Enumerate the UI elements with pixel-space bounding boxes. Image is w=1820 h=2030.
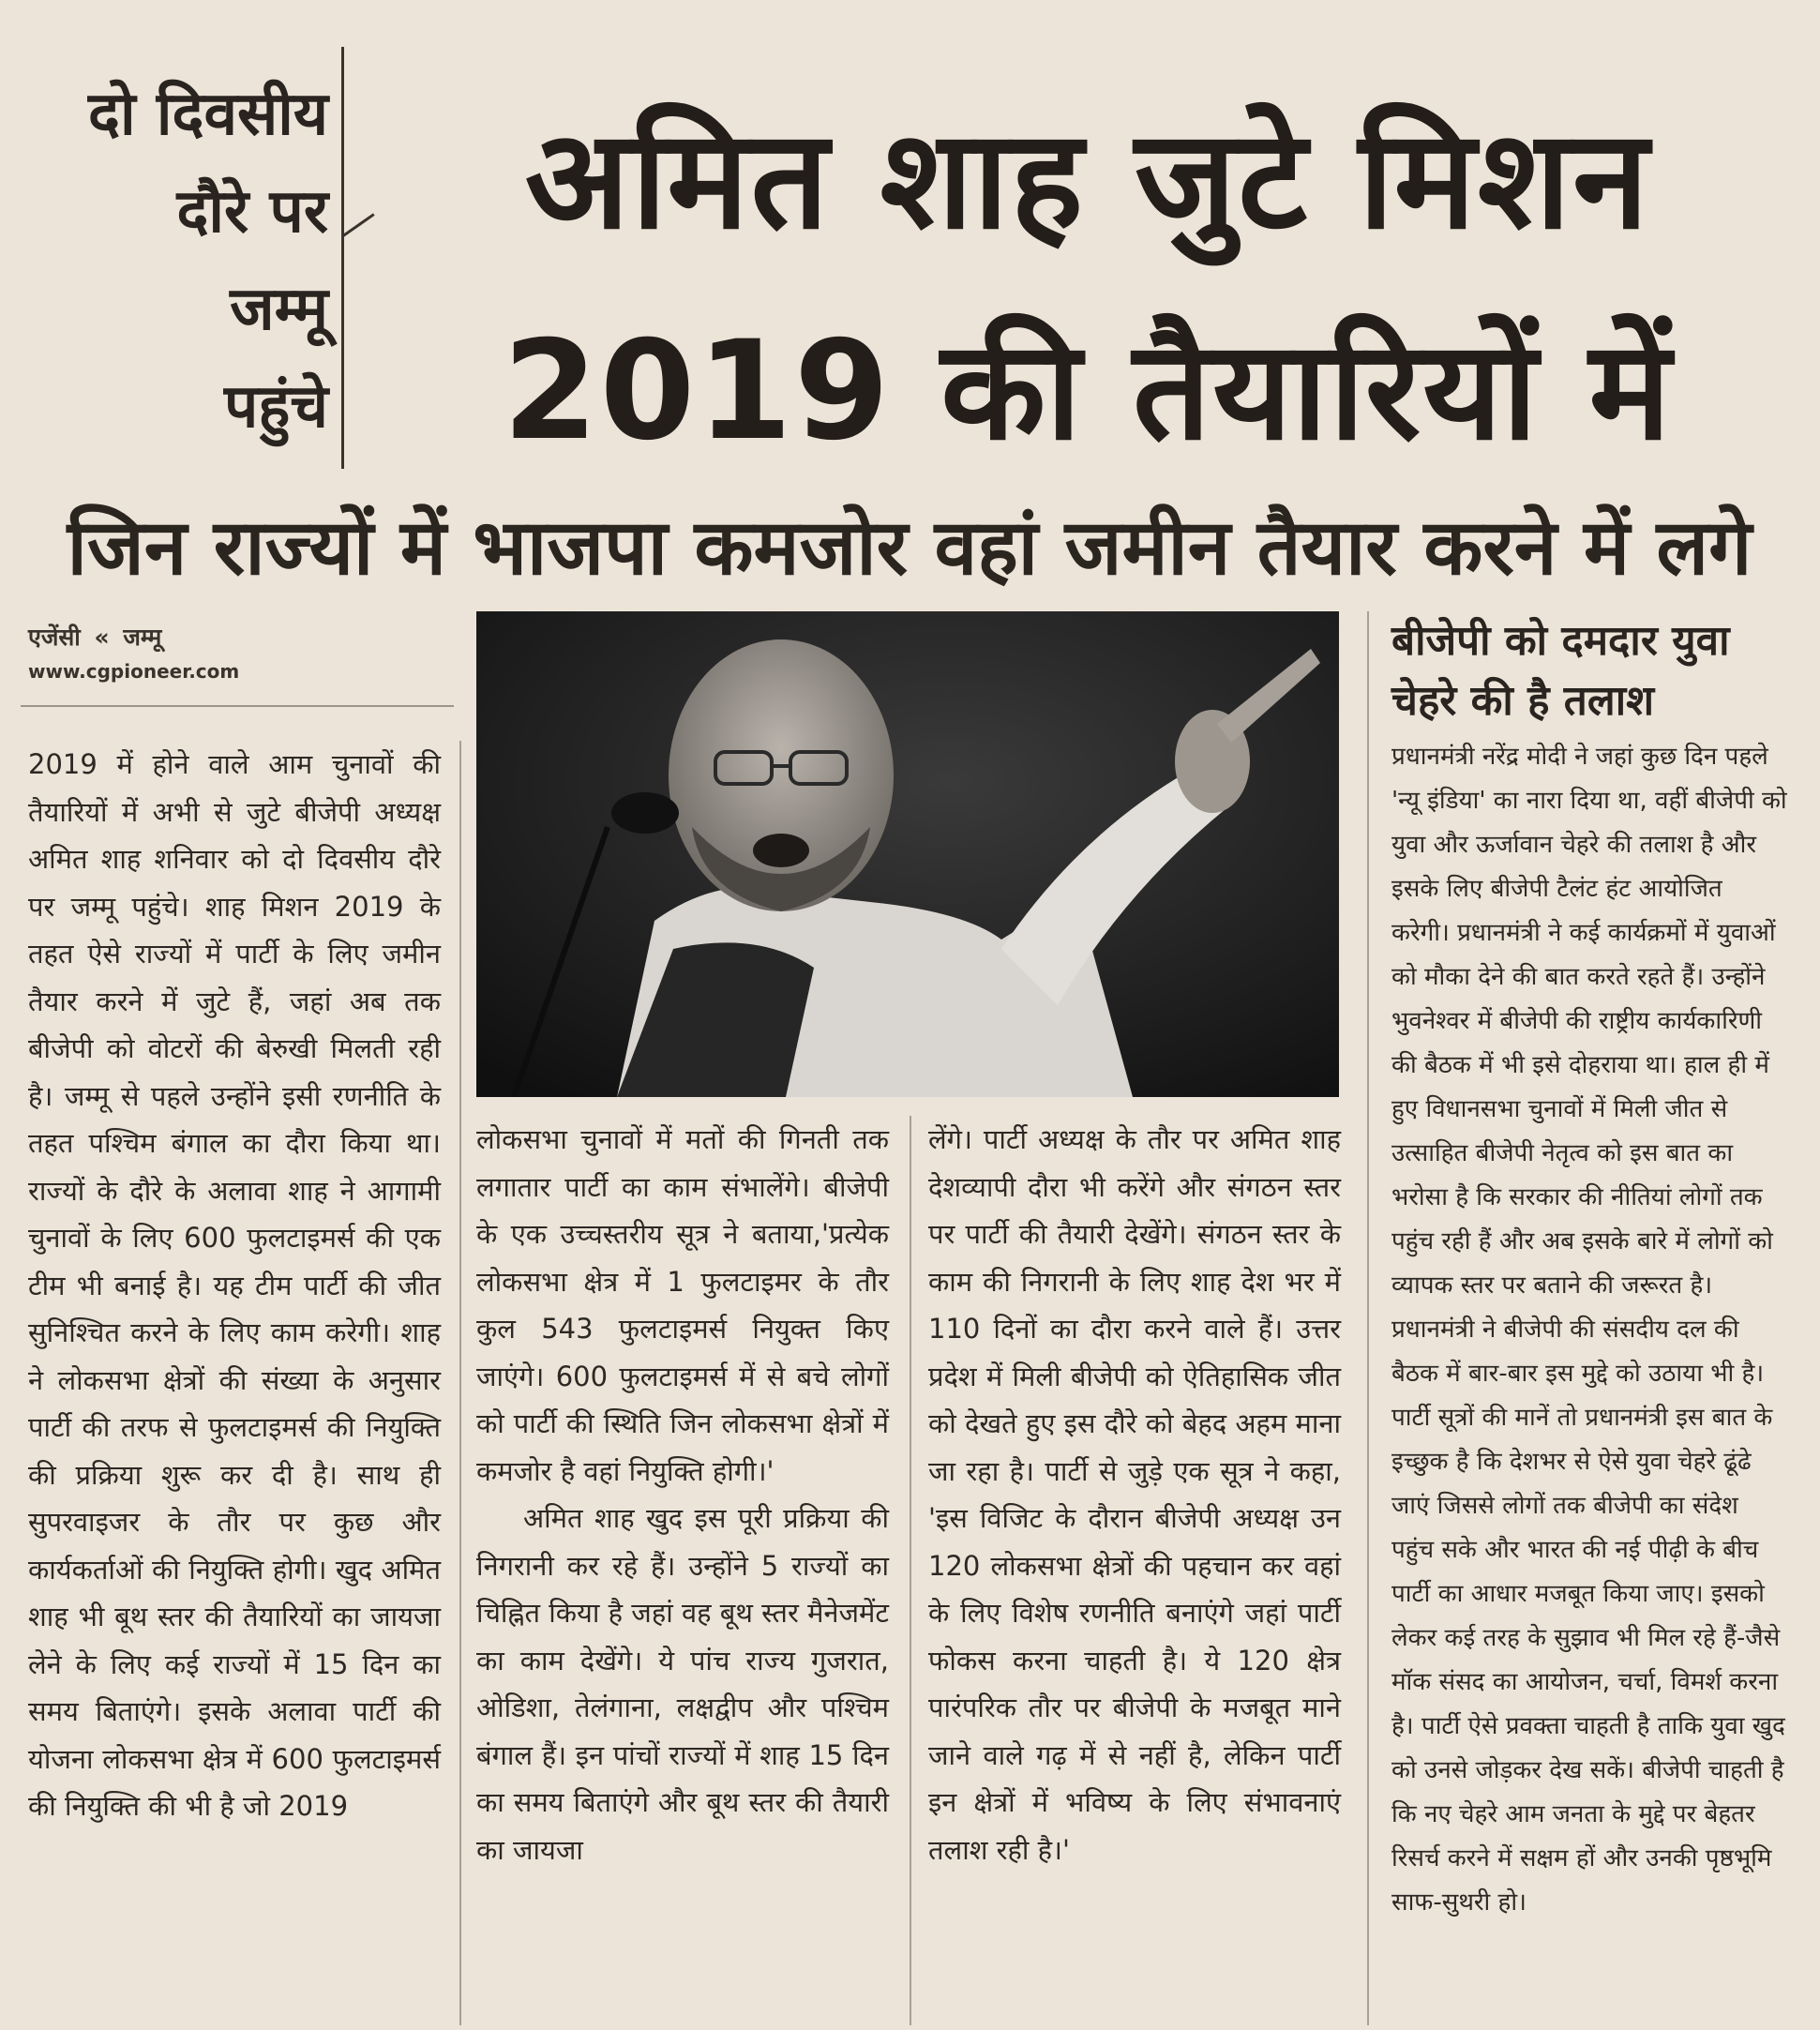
agency-name: एजेंसी bbox=[28, 624, 81, 651]
article-column-2 bbox=[476, 1116, 889, 1873]
speaker-photo-illustration bbox=[476, 611, 1339, 1097]
kicker-line: दो दिवसीय bbox=[88, 80, 328, 149]
kicker-divider-notch bbox=[342, 213, 374, 236]
byline-website: www.cgpioneer.com bbox=[28, 660, 240, 683]
article-paragraph: लोकसभा चुनावों में मतों की गिनती तक लगातार पार्टी का काम संभालेंगे। बीजेपी के एक उच्चस्तरीय सूत्र ने बताया,'प्रत्येक लोकसभा क्षेत्र में 1 फुलटाइमर के तौर कुल 543 फुलटाइमर्स नियुक्त किए जाएंगे। 600 फुलटाइमर्स में से बचे लोगों को पार्टी की स्थिति जिन लोकसभा क्षेत्रों में कमजोर है वहां नियुक्ति होगी।' bbox=[476, 1123, 889, 1487]
dateline-arrow-icon: « bbox=[94, 624, 110, 651]
column-divider bbox=[459, 741, 461, 2025]
kicker-line: जम्मू bbox=[230, 275, 328, 344]
headline bbox=[375, 75, 1800, 497]
article-paragraph: 2019 में होने वाले आम चुनावों की तैयारियों में अभी से जुटे बीजेपी अध्यक्ष अमित शाह शनिवार को दो दिवसीय दौरे पर जम्मू पहुंचे। शाह मिशन 2019 के तहत ऐसे राज्यों में पार्टी के लिए जमीन तैयार करने में जुटे हैं, जहां अब तक बीजेपी को वोटरों की बेरुखी मिलती रही है। जम्मू से पहले उन्होंने इसी रणनीति के तहत पश्चिम बंगाल का दौरा किया था। राज्यों के दौरे के अलावा शाह ने आगामी चुनावों के लिए 600 फुलटाइमर्स की एक टीम भी बनाई है। यह टीम पार्टी की जीत सुनिश्चित करने के लिए काम करेगी। शाह ने लोकसभा क्षेत्रों की संख्या के अनुसार पार्टी की तरफ से फुलटाइमर्स की नियुक्ति की प्रक्रिया शुरू कर दी है। साथ ही सुपरवाइजर के तौर पर कुछ और कार्यकर्ताओं की नियुक्ति होगी। खुद अमित शाह भी बूथ स्तर की तैयारियों का जायजा लेने के लिए कई राज्यों में 15 दिन का समय बिताएंगे। इसके अलावा पार्टी की योजना लोकसभा क्षेत्र में 600 फुलटाइमर्स की नियुक्ति की भी है जो 2019 bbox=[28, 748, 441, 1822]
kicker-divider bbox=[341, 47, 344, 469]
column-divider bbox=[1367, 611, 1369, 2025]
article-column-1 bbox=[28, 741, 441, 1830]
headline-line: अमित शाह जुटे मिशन bbox=[524, 100, 1651, 260]
article-paragraph: लेंगे। पार्टी अध्यक्ष के तौर पर अमित शाह देशव्यापी दौरा भी करेंगे और संगठन स्तर पर पार्टी की तैयारी देखेंगे। संगठन स्तर के काम की निगरानी के लिए शाह देश भर में 110 दिनों का दौरा करने वाले हैं। उत्तर प्रदेश में मिली बीजेपी को ऐतिहासिक जीत को देखते हुए इस दौरे को बेहद अहम माना जा रहा है। पार्टी से जुड़े एक सूत्र ने कहा, 'इस विजिट के दौरान बीजेपी अध्यक्ष उन 120 लोकसभा क्षेत्रों की पहचान कर वहां के लिए विशेष रणनीति बनाएंगे जहां पार्टी फोकस करना चाहती है। ये 120 क्षेत्र पारंपरिक तौर पर बीजेपी के मजबूत माने जाने वाले गढ़ में से नहीं है, लेकिन पार्टी इन क्षेत्रों में भविष्य के लिए संभावनाएं तलाश रही है।' bbox=[928, 1123, 1341, 1866]
kicker bbox=[19, 66, 328, 456]
byline-agency bbox=[28, 621, 239, 653]
column-divider bbox=[910, 1116, 911, 2025]
kicker-line: पहुंचे bbox=[224, 372, 328, 442]
sidebar-body: प्रधानमंत्री नरेंद्र मोदी ने जहां कुछ दिन पहले 'न्यू इंडिया' का नारा दिया था, वहीं बीजेपी को युवा और ऊर्जावान चेहरे की तलाश है और इसके लिए बीजेपी टैलंट हंट आयोजित करेगी। प्रधानमंत्री ने कई कार्यक्रमों में युवाओं को मौका देने की बात करते रहते हैं। उन्होंने भुवनेश्वर में बीजेपी की राष्ट्रीय कार्यकारिणी की बैठक में भी इसे दोहराया था। हाल ही में हुए विधानसभा चुनावों में मिली जीत से उत्साहित बीजेपी नेतृत्व को इस बात का भरोसा है कि सरकार की नीतियां लोगों तक पहुंच रही हैं और अब इसके बारे में लोगों को व्यापक स्तर पर बताने की जरूरत है। प्रधानमंत्री ने बीजेपी की संसदीय दल की बैठक में बार-बार इस मुद्दे को उठाया भी है। पार्टी सूत्रों की मानें तो प्रधानमंत्री इस बात के इच्छुक है कि देशभर से ऐसे युवा चेहरे ढूंढे जाएं जिससे लोगों तक बीजेपी का संदेश पहुंच सके और भारत की नई पीढ़ी के बीच पार्टी का आधार मजबूत किया जाए। इसको लेकर कई तरह के सुझाव भी मिल रहे हैं-जैसे मॉक संसद का आयोजन, चर्चा, विमर्श करना है। पार्टी ऐसे प्रवक्ता चाहती है ताकि युवा खुद को उनसे जोड़कर देख सकें। बीजेपी चाहती है कि नए चेहरे आम जनता के मुद्दे पर बेहतर रिसर्च करने में सक्षम हों और उनकी पृष्ठभूमि साफ-सुथरी हो। bbox=[1391, 743, 1787, 1917]
kicker-line: दौरे पर bbox=[176, 177, 328, 247]
byline-divider bbox=[21, 705, 454, 707]
headline-line: 2019 की तैयारियों में bbox=[503, 311, 1673, 471]
dateline-place: जम्मू bbox=[123, 624, 162, 651]
sidebar-box bbox=[1391, 611, 1787, 1925]
byline bbox=[28, 621, 239, 683]
subheadline: जिन राज्यों में भाजपा कमजोर वहां जमीन तैयार करने में लगे bbox=[67, 504, 1752, 593]
article-photo bbox=[476, 611, 1339, 1097]
article-paragraph: अमित शाह खुद इस पूरी प्रक्रिया की निगरानी कर रहे हैं। उन्होंने 5 राज्यों का चिह्नित किया है जहां वह बूथ स्तर मैनेजमेंट का काम देखेंगे। ये पांच राज्य गुजरात, ओडिशा, तेलंगाना, लक्षद्वीप और पश्चिम बंगाल हैं। इन पांचों राज्यों में शाह 15 दिन का समय बिताएंगे और बूथ स्तर की तैयारी का जायजा bbox=[476, 1502, 889, 1866]
sidebar-heading: बीजेपी को दमदार युवा चेहरे की है तलाश bbox=[1391, 617, 1730, 725]
article-column-3 bbox=[928, 1116, 1341, 1873]
